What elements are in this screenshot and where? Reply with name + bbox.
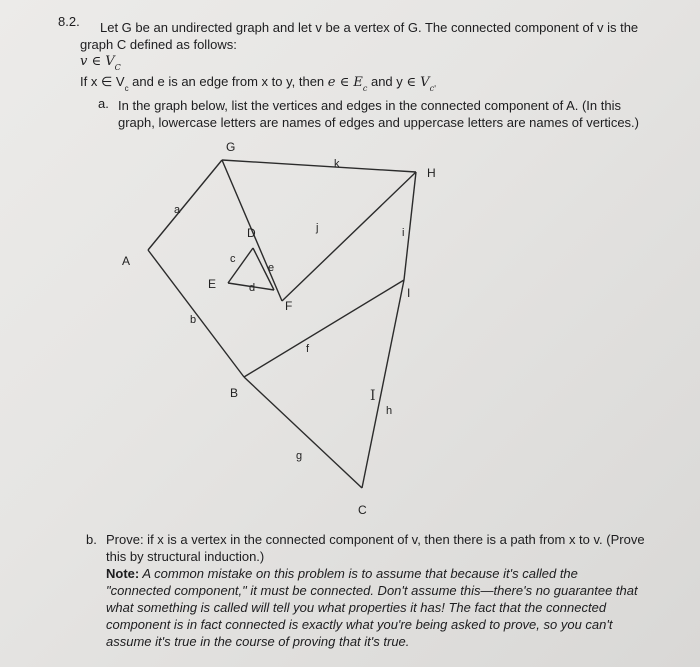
inductive-rule-e: e ∈ E xyxy=(327,75,363,90)
edge-b-label: b xyxy=(190,314,197,326)
inductive-rule-mid: and e is an edge from x to y, then xyxy=(128,74,325,89)
part-b-label: b. xyxy=(86,532,97,547)
edge-a-label: a xyxy=(174,204,181,216)
note-line3: what something is called will tell you what properties it has! The fact that the connected xyxy=(106,600,607,615)
edge-e-label: e xyxy=(268,262,275,274)
part-b-line1: Prove: if x is a vertex in the connected component of v, then there is a path from x to v. (Prove xyxy=(106,532,645,547)
edge-k-label: k xyxy=(334,158,340,170)
vertex-F: F xyxy=(285,299,293,313)
edge-k-line xyxy=(222,160,416,172)
problem-intro-line2: graph C defined as follows: xyxy=(80,37,237,52)
part-a-line1: In the graph below, list the vertices and edges in the connected component of A. (In this xyxy=(118,98,621,113)
note-line2: "connected component," it must be connected. Don't assume this—there's no guarantee that xyxy=(106,583,638,598)
vertex-I: I xyxy=(407,286,411,300)
edge-f-line xyxy=(244,280,404,377)
vertex-C: C xyxy=(358,503,367,517)
vertex-D: D xyxy=(247,226,256,240)
edge-f-label: f xyxy=(306,343,310,355)
edge-i-line xyxy=(404,172,416,280)
vertex-E: E xyxy=(208,277,217,291)
inductive-rule-prefix: If x ∈ V xyxy=(80,74,125,89)
edge-i-label: i xyxy=(402,227,405,239)
edge-h-line xyxy=(362,280,404,488)
handwritten-I-mark: I xyxy=(370,388,376,404)
inductive-rule-and: and y xyxy=(367,74,403,89)
edge-a-line xyxy=(148,160,222,250)
edge-c-label: c xyxy=(230,253,236,265)
edge-j-label: j xyxy=(316,222,319,234)
edge-g-line xyxy=(244,377,362,488)
part-b-line2: this by structural induction.) xyxy=(106,549,265,564)
inductive-rule-sub2: c xyxy=(362,84,368,93)
vertex-G: G xyxy=(226,140,236,154)
part-a-label: a. xyxy=(98,96,109,111)
note-label: Note: xyxy=(106,566,140,581)
vertex-B: B xyxy=(230,386,239,400)
note-line5: assume it's true in the course of proving that it's true. xyxy=(106,634,410,649)
note-line1 xyxy=(106,566,578,582)
problem-intro-line1: Let G be an undirected graph and let v be a vertex of G. The connected component of v is the xyxy=(100,20,639,35)
part-a-line2: graph, lowercase letters are names of edges and uppercase letters are names of vertices.) xyxy=(118,115,639,130)
problem-number: 8.2. xyxy=(58,14,80,29)
base-rule-sub: C xyxy=(114,63,121,72)
edge-g-label: g xyxy=(296,450,303,462)
edge-j-line xyxy=(282,172,416,301)
note-text-1: A common mistake on this problem is to assume that because it's called the xyxy=(139,566,578,581)
vertex-A: A xyxy=(122,254,131,268)
vertex-H: H xyxy=(427,166,436,180)
inductive-rule-y: ∈ V xyxy=(406,75,430,90)
note-line4: component is in fact connected is exactly what you're being asked to prove, so you can't xyxy=(106,617,613,632)
base-rule-text: v ∈ V xyxy=(80,54,115,69)
inductive-rule-sub3: c' xyxy=(429,84,437,93)
edge-d-label: d xyxy=(249,282,256,294)
inductive-rule-sub1: c xyxy=(124,84,129,93)
edge-h-label: h xyxy=(386,405,393,417)
